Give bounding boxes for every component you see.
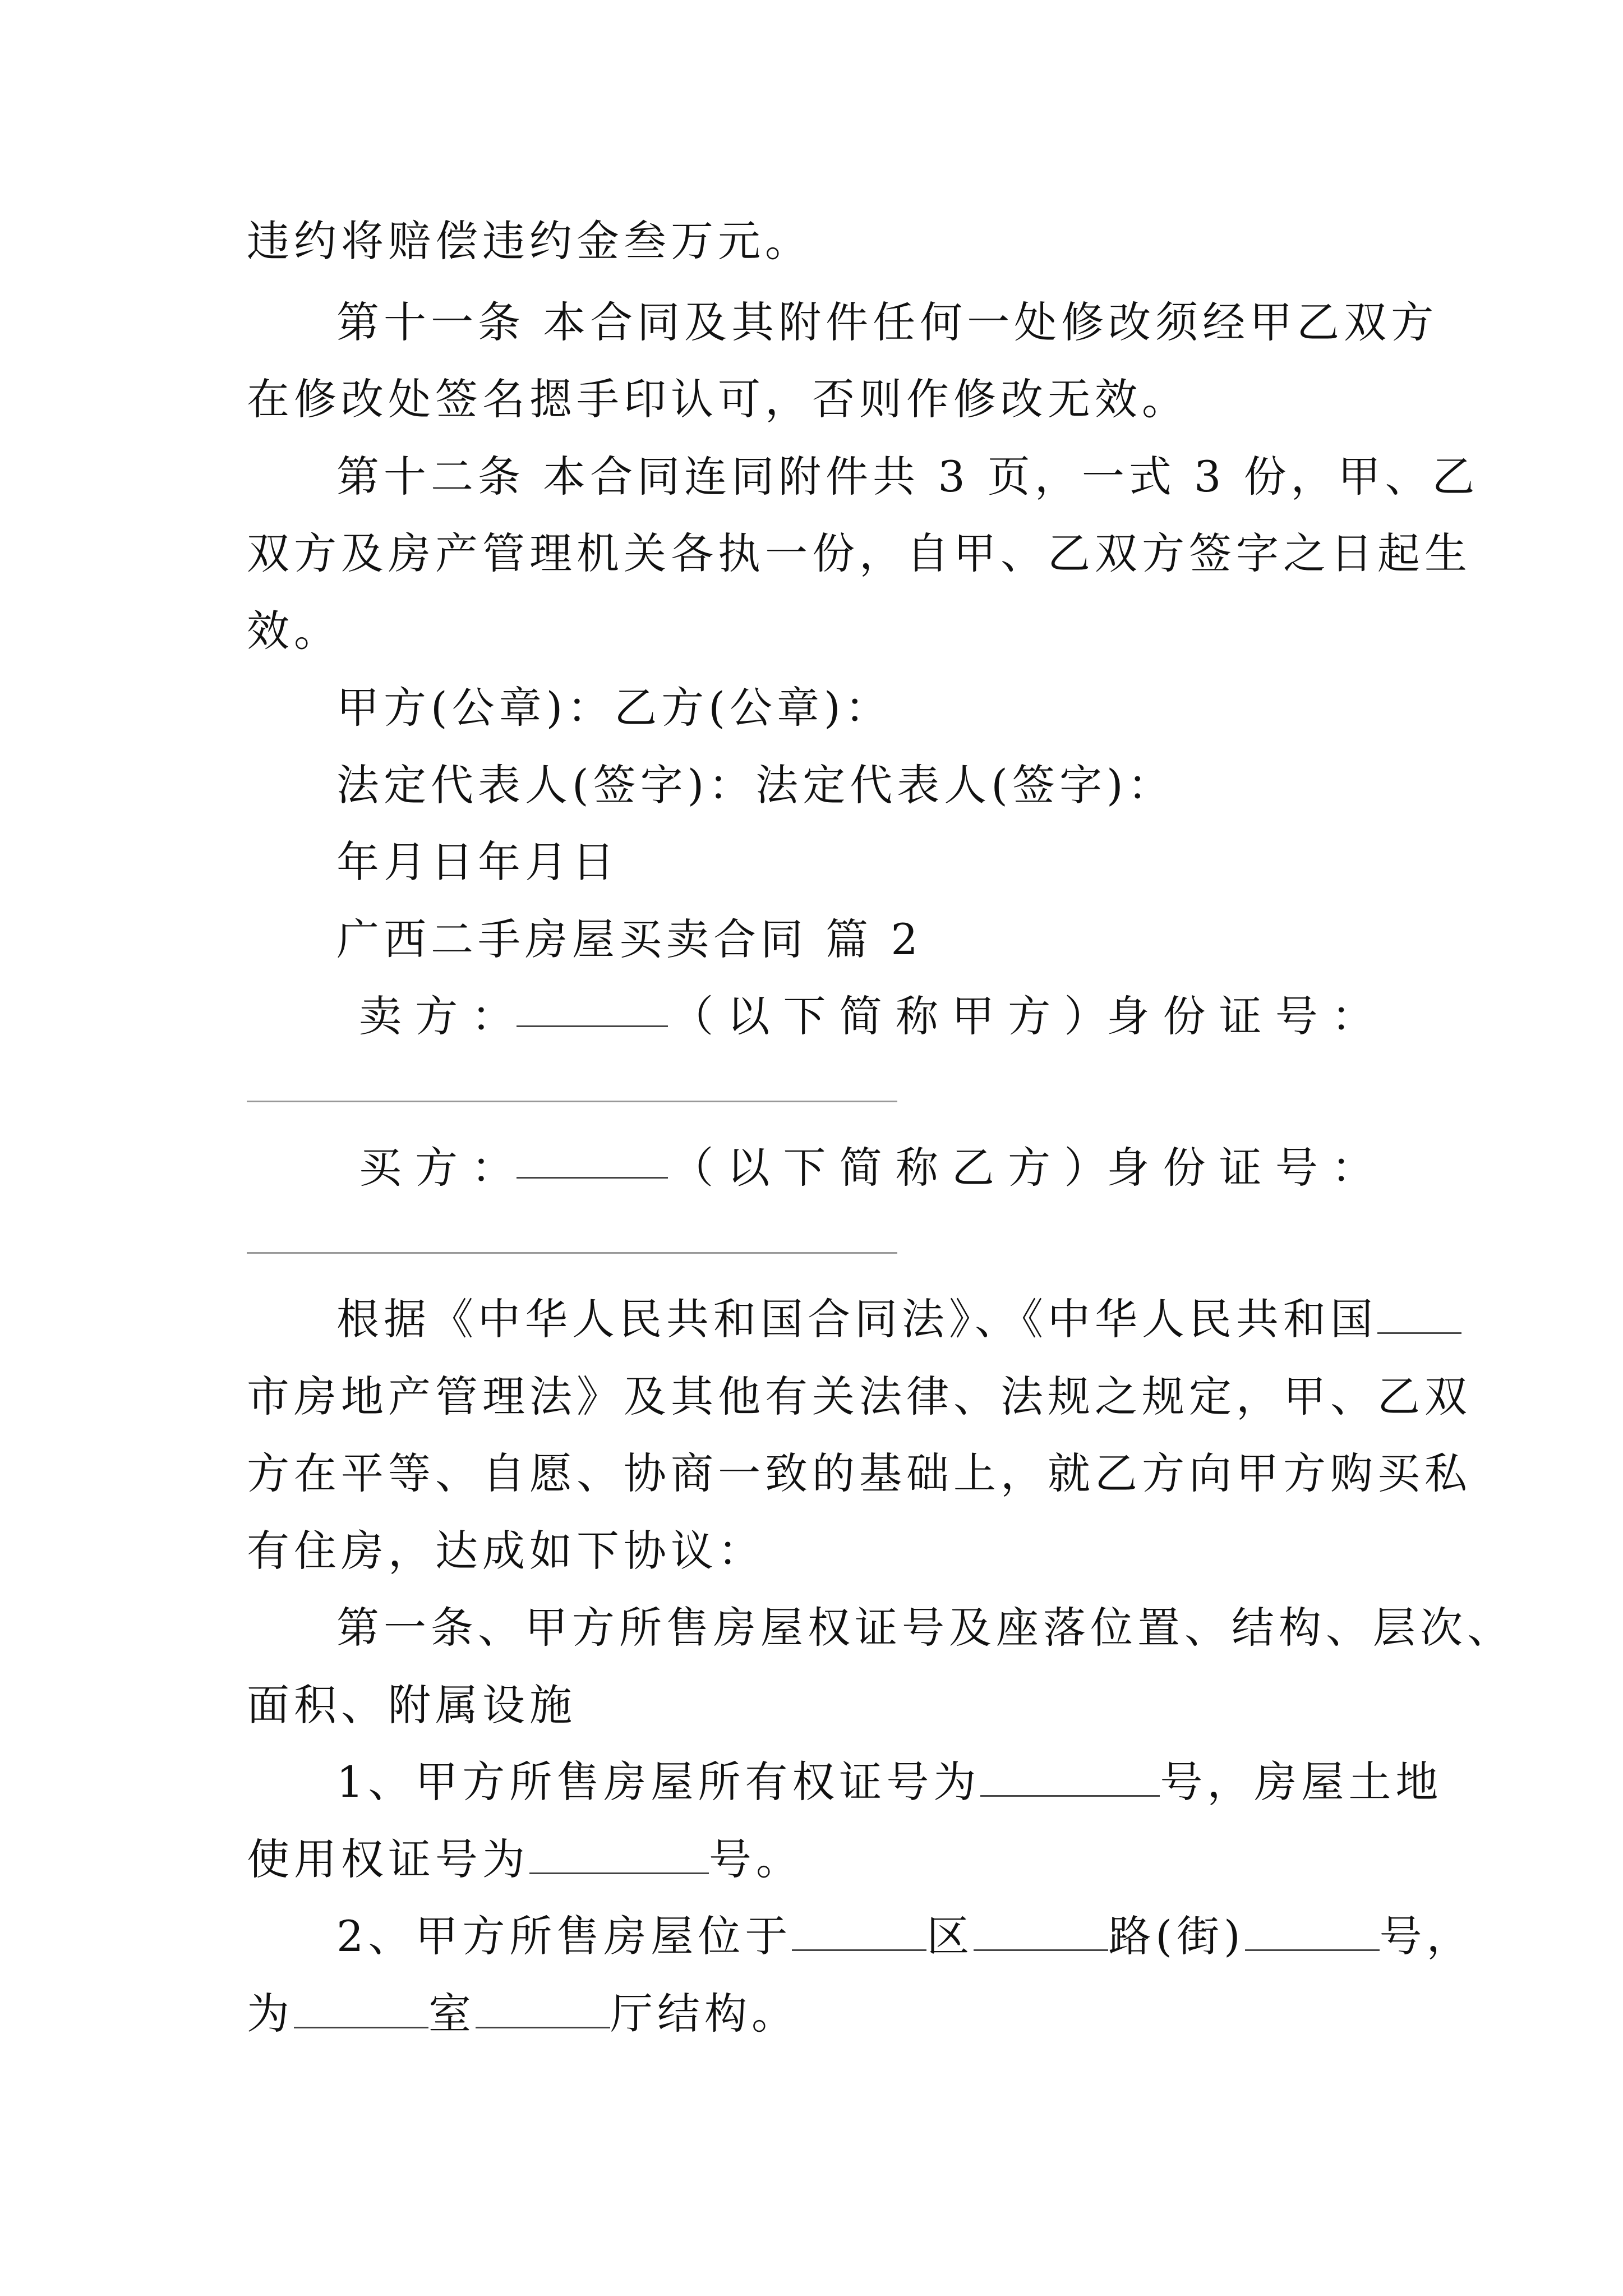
text-line: 市房地产管理法》及其他有关法律、法规之规定，甲、乙双: [247, 1372, 1472, 1421]
basis-line-1: 根据《中华人民共和国合同法》、《中华人民共和国: [336, 1294, 1377, 1344]
text-line: 效。: [247, 606, 341, 656]
city-blank: [1377, 1295, 1461, 1334]
section-title: 广西二手房屋买卖合同 篇 2: [336, 914, 923, 964]
seller-suffix: （ 以 下 简 称 甲 方 ）身 份 证 号 ：: [671, 991, 1374, 1041]
ownership-cert-blank: [980, 1758, 1160, 1797]
seller-label: 卖 方 ：: [359, 991, 514, 1041]
text-line: 方在平等、自愿、协商一致的基础上，就乙方向甲方购买私: [247, 1448, 1472, 1498]
item-2-text: 为: [247, 1989, 294, 2039]
item-1-text: 使用权证号为: [247, 1834, 529, 1884]
item-1-line: [336, 1754, 1442, 1810]
text-line: 在修改处签名摁手印认可，否则作修改无效。: [247, 374, 1189, 424]
seller-name-blank: [517, 988, 668, 1027]
signature-line: 甲方(公章)：乙方(公章)：: [336, 683, 892, 733]
hall-blank: [476, 1990, 610, 2028]
buyer-line: [359, 1140, 1374, 1196]
seller-line: [359, 988, 1374, 1045]
item-1-line: [247, 1832, 803, 1888]
item-2-text: 区: [926, 1911, 974, 1961]
number-blank: [1245, 1912, 1380, 1951]
text-line: 违约将赔偿违约金叁万元。: [247, 216, 812, 266]
text-line: 第十一条 本合同及其附件任何一处修改须经甲乙双方: [336, 297, 1438, 347]
article-heading: 第一条、甲方所售房屋权证号及座落位置、结构、层次、: [336, 1603, 1514, 1653]
item-2-line: [336, 1908, 1474, 1964]
land-cert-blank: [529, 1835, 709, 1874]
item-2-line: [247, 1986, 799, 2042]
item-2-text: 2、甲方所售房屋位于: [336, 1911, 792, 1961]
item-2-text: 厅结构。: [610, 1989, 799, 2039]
item-2-text: 室: [428, 1989, 476, 2039]
seller-id-rule: [247, 1101, 897, 1102]
district-blank: [792, 1912, 926, 1951]
text-line: [336, 1291, 1461, 1347]
buyer-suffix: （ 以 下 简 称 乙 方 ）身 份 证 号 ：: [671, 1143, 1374, 1193]
date-line: 年月日年月日: [336, 837, 619, 887]
text-line: 面积、附属设施: [247, 1680, 577, 1730]
item-2-text: 号，: [1379, 1911, 1474, 1961]
buyer-label: 买 方 ：: [359, 1143, 514, 1193]
buyer-id-rule: [247, 1252, 897, 1254]
text-line: 双方及房产管理机关各执一份，自甲、乙双方签字之日起生: [247, 528, 1472, 578]
road-blank: [974, 1912, 1108, 1951]
representative-line: 法定代表人(签字)：法定代表人(签字)：: [336, 760, 1175, 810]
item-1-text: 1、甲方所售房屋所有权证号为: [336, 1757, 981, 1807]
item-2-text: 路(街): [1108, 1911, 1245, 1961]
item-1-text: 号，房屋土地: [1160, 1757, 1443, 1807]
item-1-text: 号。: [709, 1834, 803, 1884]
text-line: 第十二条 本合同连同附件共 3 页，一式 3 份，甲、乙: [336, 452, 1479, 501]
buyer-name-blank: [517, 1140, 668, 1179]
text-line: 有住房，达成如下协议：: [247, 1526, 765, 1576]
room-blank: [294, 1990, 428, 2028]
